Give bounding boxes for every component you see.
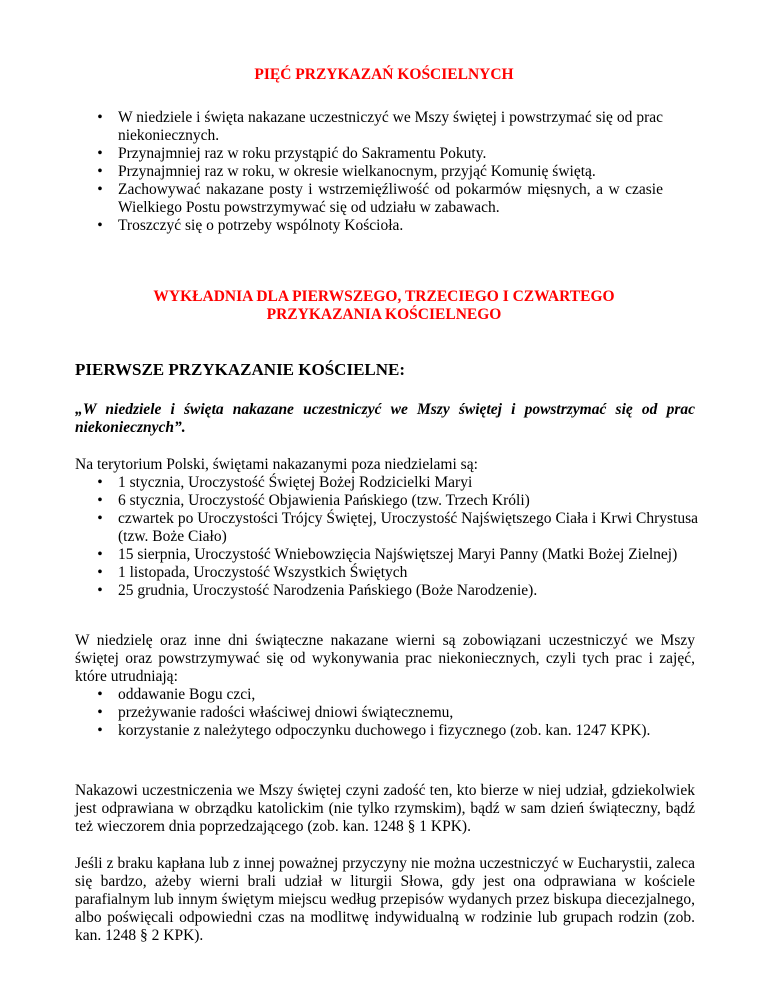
holidays-intro: Na terytorium Polski, świętami nakazanymi poza niedzielami są:: [75, 456, 478, 473]
commandment-item: • Troszczyć się o potrzeby wspólnoty Kościoła.: [97, 217, 404, 234]
bullet-icon: •: [97, 474, 103, 491]
bullet-icon: •: [97, 181, 103, 198]
obligation-item: • korzystanie z należytego odpoczynku duchowego i fizycznego (zob. kan. 1247 KPK).: [97, 722, 651, 739]
bullet-icon: •: [97, 145, 103, 162]
bullet-icon: •: [97, 722, 103, 739]
section-title-line: WYKŁADNIA DLA PIERWSZEGO, TRZECIEGO I CZWARTEGO: [153, 288, 615, 305]
sunday-obligation-intro: W niedzielę oraz inne dni świąteczne nakazane wierni są zobowiązani uczestniczyć we Mszy świętej oraz powstrzymywać się od wykonywania prac niekoniecznych, czyli tych prac i zajęć, które utrudniają:: [75, 632, 695, 685]
commandment-item: • Przynajmniej raz w roku przystąpić do Sakramentu Pokuty.: [97, 145, 487, 162]
no-priest-paragraph: Jeśli z braku kapłana lub z innej poważnej przyczyny nie można uczestniczyć w Eucharystii, zaleca się bardzo, ażeby wierni brali udział w liturgii Słowa, gdy jest ona odprawiana w kościele parafialnym lub innym świętym miejscu według przepisów wydanych przez biskupa diecezjalnego, albo poświęcali odpowiedni czas na modlitwę indywidualną w rodzinie lub grupach rodzin (zob. kan. 1248 § 2 KPK).: [75, 855, 695, 944]
bullet-icon: •: [97, 109, 103, 126]
document-title: PIĘĆ PRZYKAZAŃ KOŚCIELNYCH: [254, 66, 514, 83]
holiday-item: • czwartek po Uroczystości Trójcy Świętej, Uroczystość Najświętszego Ciała i Krwi Chrystusa (tzw. Boże Ciało): [97, 510, 698, 545]
bullet-icon: •: [97, 546, 103, 563]
bullet-icon: •: [97, 686, 103, 703]
commandments-list: [97, 109, 663, 235]
bullet-icon: •: [97, 510, 103, 527]
bullet-icon: •: [97, 704, 103, 721]
commandment-item: • Zachowywać nakazane posty i wstrzemięźliwość od pokarmów mięsnych, a w czasie Wielkiego Postu powstrzymywać się od udziału w zabawach.: [97, 181, 663, 216]
section-title: [0, 288, 768, 324]
bullet-icon: •: [97, 163, 103, 180]
holidays-list: [97, 474, 698, 600]
bullet-icon: •: [97, 564, 103, 581]
mass-participation-paragraph: Nakazowi uczestniczenia we Mszy świętej czyni zadość ten, kto bierze w niej udział, gdziekolwiek jest odprawiana w obrządku katolickim (nie tylko rzymskim), bądź w sam dzień świąteczny, bądź też wieczorem dnia poprzedzającego (zob. kan. 1248 § 1 KPK).: [75, 782, 695, 835]
first-commandment-heading: PIERWSZE PRZYKAZANIE KOŚCIELNE:: [75, 360, 406, 379]
commandment-item: • Przynajmniej raz w roku, w okresie wielkanocnym, przyjąć Komunię świętą.: [97, 163, 596, 180]
bullet-icon: •: [97, 582, 103, 599]
obligation-item: • oddawanie Bogu czci,: [97, 686, 256, 703]
sunday-obligation-list: [97, 686, 698, 740]
section-title-line: PRZYKAZANIA KOŚCIELNEGO: [266, 306, 502, 323]
bullet-icon: •: [97, 217, 103, 234]
holiday-item: • 1 listopada, Uroczystość Wszystkich Świętych: [97, 564, 408, 581]
holiday-item: • 25 grudnia, Uroczystość Narodzenia Pańskiego (Boże Narodzenie).: [97, 582, 538, 599]
commandment-item: • W niedziele i święta nakazane uczestniczyć we Mszy świętej i powstrzymać się od prac niekoniecznych.: [97, 109, 663, 144]
holiday-item: • 6 stycznia, Uroczystość Objawienia Pańskiego (tzw. Trzech Króli): [97, 492, 530, 509]
holiday-item: • 15 sierpnia, Uroczystość Wniebowzięcia Najświętszej Maryi Panny (Matki Bożej Zielnej): [97, 546, 678, 563]
first-commandment-quote: „W niedziele i święta nakazane uczestniczyć we Mszy świętej i powstrzymać się od prac niekoniecznych”.: [75, 401, 695, 436]
holiday-item: • 1 stycznia, Uroczystość Świętej Bożej Rodzicielki Maryi: [97, 474, 473, 491]
bullet-icon: •: [97, 492, 103, 509]
obligation-item: • przeżywanie radości właściwej dniowi świątecznemu,: [97, 704, 454, 721]
